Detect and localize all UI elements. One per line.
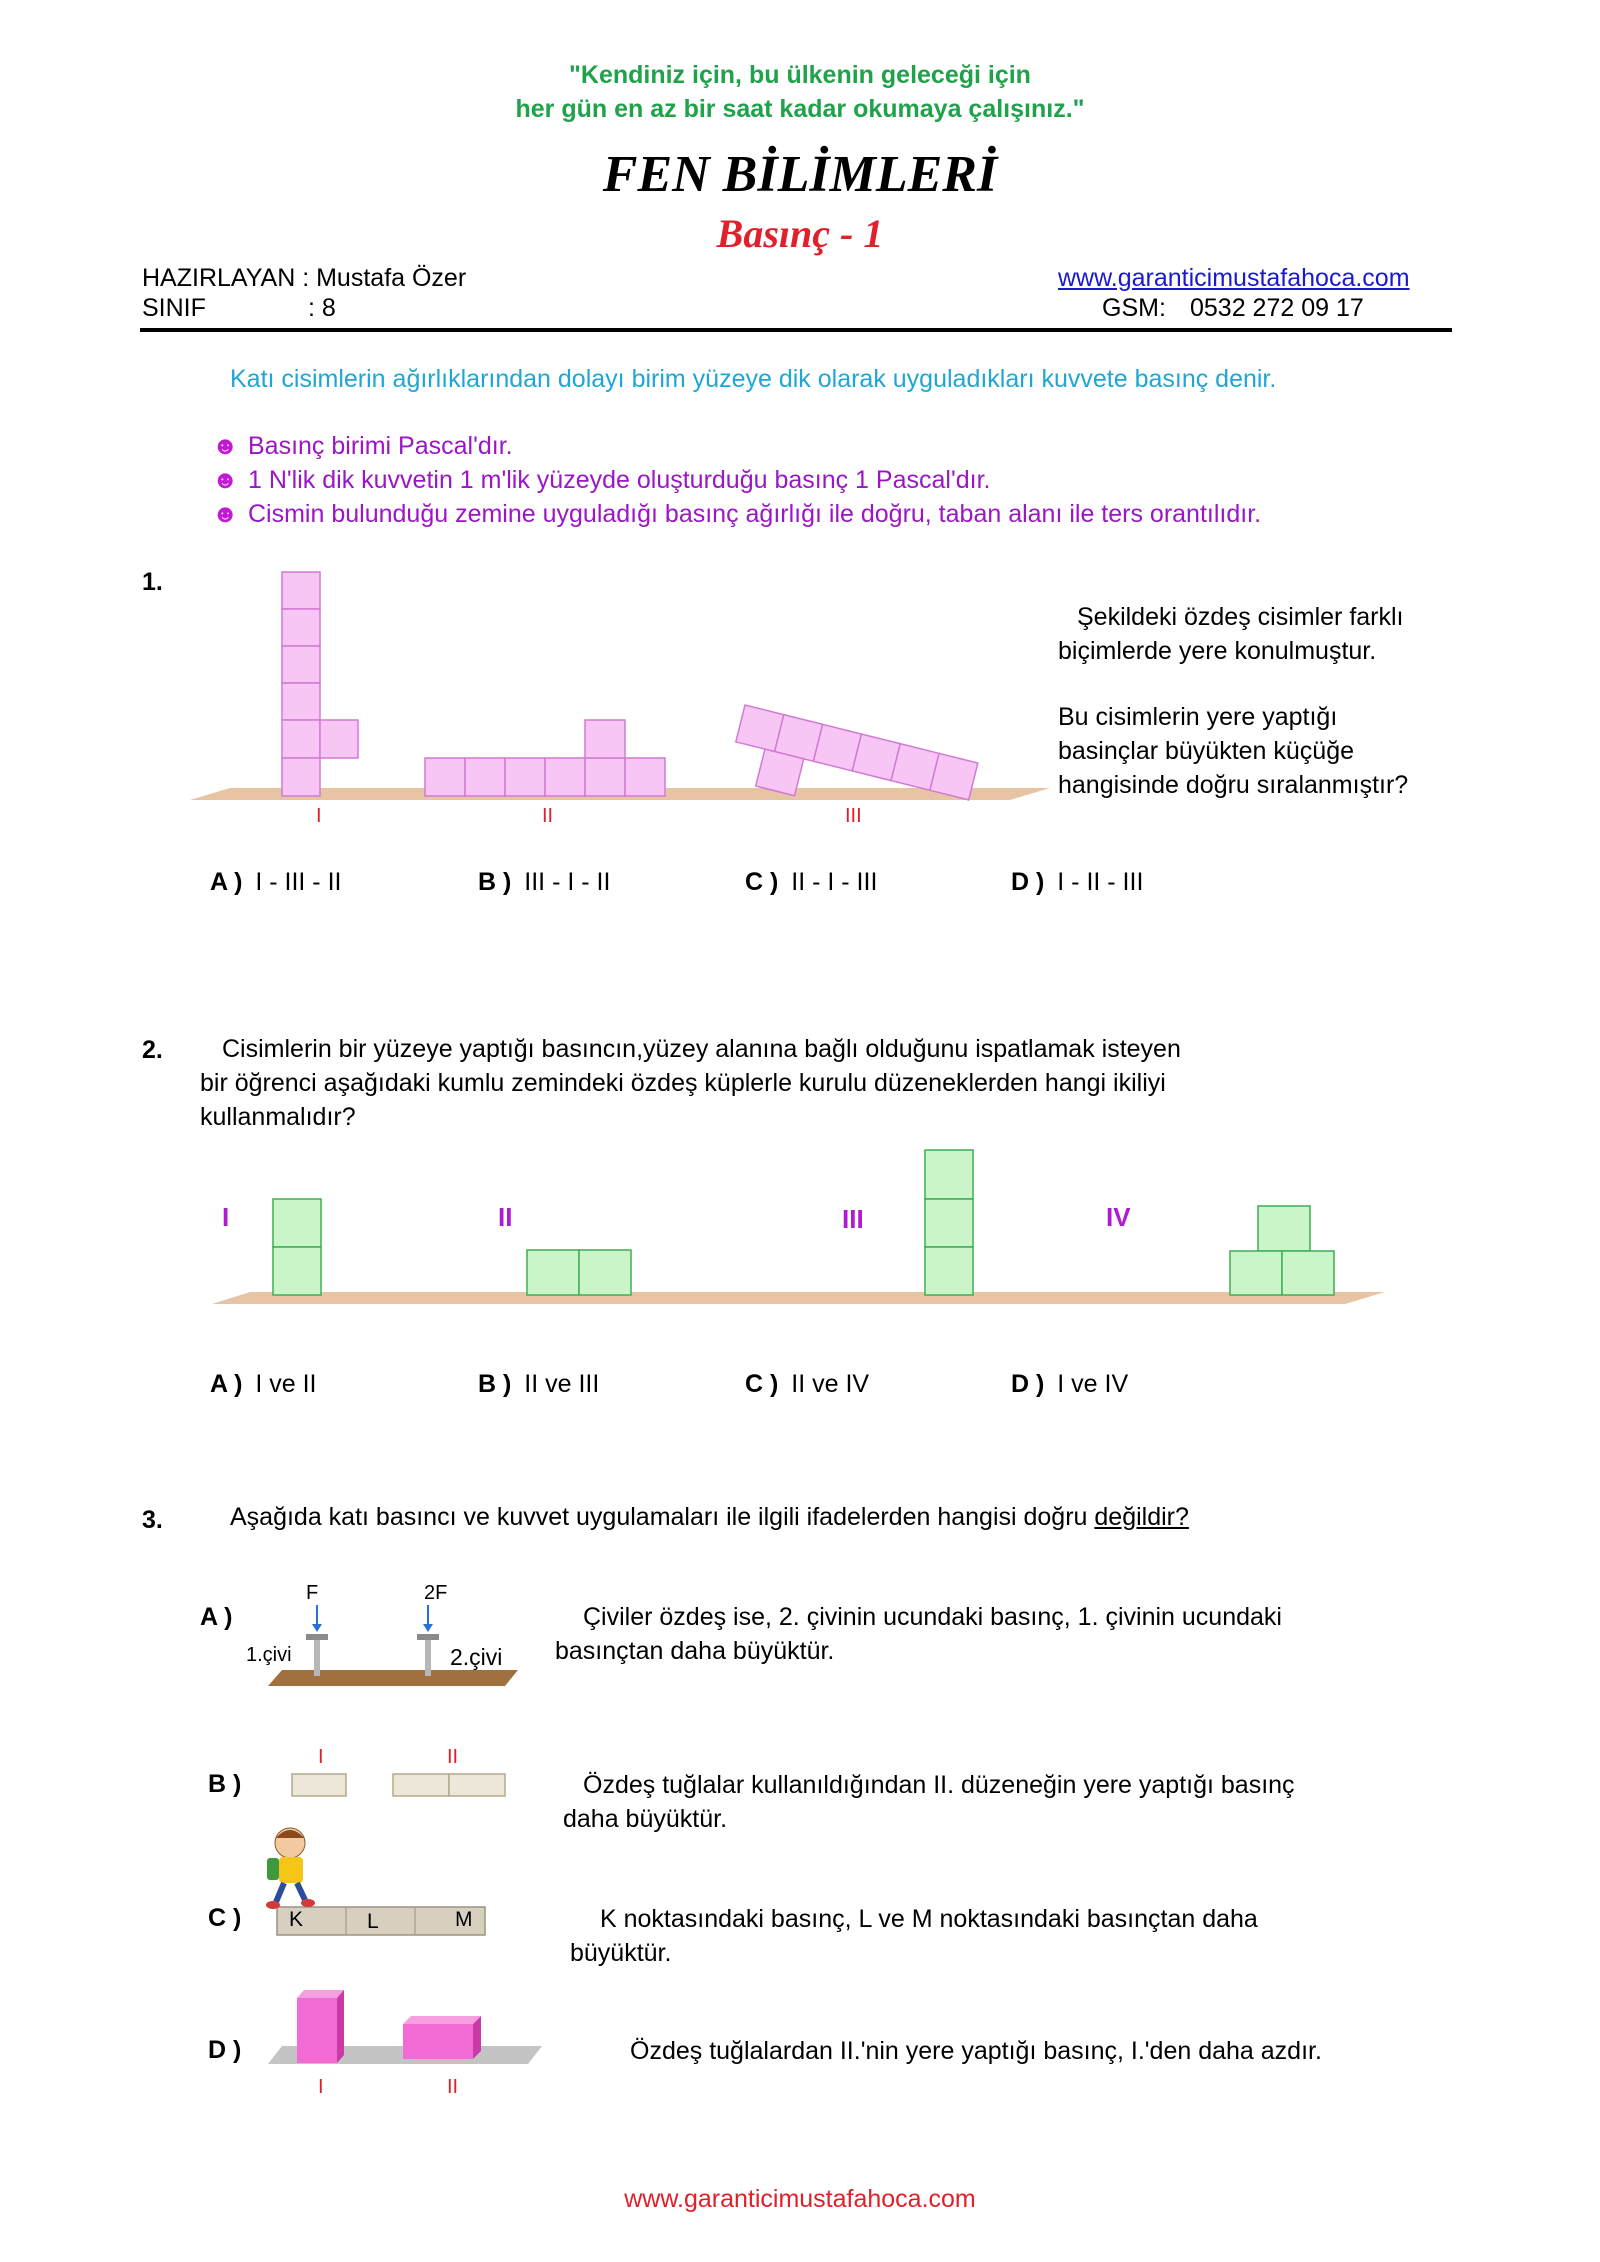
point-K: K	[289, 1908, 304, 1931]
q1-option-c[interactable]: C ) II - I - III	[745, 868, 878, 896]
point-L: L	[367, 1910, 379, 1933]
force-label-2F: 2F	[424, 1582, 448, 1604]
brick-label-II: II	[447, 1746, 459, 1768]
website-link[interactable]: www.garanticimustafahoca.com	[1058, 264, 1410, 292]
point-M: M	[455, 1908, 473, 1931]
bullet-text: Basınç birimi Pascal'dır.	[248, 432, 513, 460]
q2-option-d[interactable]: D ) I ve IV	[1011, 1370, 1129, 1398]
setup-label-IV: IV	[1106, 1202, 1131, 1232]
q3-option-c[interactable]: C )	[208, 1904, 242, 1932]
question-3-prompt: Aşağıda katı basıncı ve kuvvet uygulamaları ile ilgili ifadelerden hangisi doğru değildir?	[230, 1503, 1189, 1531]
question-1-number: 1.	[142, 568, 163, 596]
pink-brick-label-II: II	[447, 2076, 459, 2098]
figure-label-I: I	[316, 805, 322, 827]
q2-option-a[interactable]: A ) I ve II	[210, 1370, 317, 1398]
figure-label-III: III	[845, 805, 862, 827]
gsm-value: 0532 272 09 17	[1190, 294, 1364, 322]
q1-option-b[interactable]: B ) III - I - II	[478, 868, 611, 896]
option-d-text: Özdeş tuğlalardan II.'nin yere yaptığı basınç, I.'den daha azdır.	[630, 2037, 1322, 2065]
q3-option-d[interactable]: D )	[208, 2036, 242, 2064]
question-1-text: biçimlerde yere konulmuştur.	[1058, 637, 1377, 665]
underlined-word: değildir?	[1094, 1503, 1189, 1531]
definition-text: Katı cisimlerin ağırlıklarından dolayı birim yüzeye dik olarak uyguladıkları kuvvete basınç denir.	[230, 365, 1277, 393]
nail-1-label: 1.çivi	[246, 1644, 292, 1666]
brick-flat	[403, 2024, 473, 2059]
smiley-icon: ☻	[212, 466, 239, 494]
question-1-text: basinçlar büyükten küçüğe	[1058, 737, 1355, 765]
q1-option-d[interactable]: D ) I - II - III	[1011, 868, 1144, 896]
option-c-text: K noktasındaki basınç, L ve M noktasındaki basınçtan daha	[600, 1905, 1258, 1933]
force-label-F: F	[306, 1582, 319, 1604]
figure-label-II: II	[542, 805, 554, 827]
page-subtitle: Basınç - 1	[716, 211, 884, 256]
setup-label-III: III	[842, 1204, 864, 1234]
smiley-icon: ☻	[212, 432, 239, 460]
option-a-text: Çiviler özdeş ise, 2. çivinin ucundaki basınç, 1. çivinin ucundaki	[583, 1603, 1282, 1631]
brick-upright	[297, 1998, 337, 2063]
brick-label-I: I	[318, 1746, 324, 1768]
q3-option-b[interactable]: B )	[208, 1770, 242, 1798]
smiley-icon: ☻	[212, 500, 239, 528]
q1-option-a[interactable]: A ) I - III - II	[210, 868, 342, 896]
motto-line-1: "Kendiniz için, bu ülkenin geleceği için	[569, 61, 1031, 89]
question-3-number: 3.	[142, 1506, 163, 1534]
question-2-number: 2.	[142, 1036, 163, 1064]
option-b-text: Özdeş tuğlalar kullanıldığından II. düzeneğin yere yaptığı basınç	[583, 1771, 1295, 1799]
option-c-text: büyüktür.	[570, 1939, 672, 1967]
option-b-text: daha büyüktür.	[563, 1805, 728, 1833]
bullet-text: 1 N'lik dik kuvvetin 1 m'lik yüzeyde oluşturduğu basınç 1 Pascal'dır.	[248, 466, 991, 494]
nail-2-label: 2.çivi	[450, 1644, 503, 1670]
q2-option-c[interactable]: C ) II ve IV	[745, 1370, 870, 1398]
page-title: FEN BİLİMLERİ	[602, 146, 998, 203]
q3-option-a[interactable]: A )	[200, 1603, 233, 1631]
question-2-text: bir öğrenci aşağıdaki kumlu zemindeki özdeş küplerle kurulu düzeneklerden hangi ikiliyi	[200, 1069, 1166, 1097]
class-label: SINIF	[142, 294, 206, 322]
question-1-text: Şekildeki özdeş cisimler farklı	[1077, 603, 1404, 631]
setup-label-I: I	[222, 1202, 230, 1232]
bullet-text: Cismin bulunduğu zemine uyguladığı basınç ağırlığı ile doğru, taban alanı ile ters orantılıdır.	[248, 500, 1262, 528]
setup-label-II: II	[498, 1202, 513, 1232]
q2-option-b[interactable]: B ) II ve III	[478, 1370, 600, 1398]
question-2-text: kullanmalıdır?	[200, 1103, 356, 1131]
author-label: HAZIRLAYAN : Mustafa Özer	[142, 264, 467, 292]
class-value: : 8	[308, 294, 336, 322]
pink-brick-label-I: I	[318, 2076, 324, 2098]
question-1-text: hangisinde doğru sıralanmıştır?	[1058, 771, 1409, 799]
footer-website[interactable]: www.garanticimustafahoca.com	[624, 2185, 976, 2213]
question-2-text: Cisimlerin bir yüzeye yaptığı basıncın,yüzey alanına bağlı olduğunu ispatlamak isteyen	[222, 1035, 1181, 1063]
gsm-label: GSM:	[1102, 294, 1166, 322]
option-a-text: basınçtan daha büyüktür.	[555, 1637, 835, 1665]
question-1-text: Bu cisimlerin yere yaptığı	[1058, 703, 1338, 731]
motto-line-2: her gün en az bir saat kadar okumaya çalışınız."	[515, 95, 1085, 123]
